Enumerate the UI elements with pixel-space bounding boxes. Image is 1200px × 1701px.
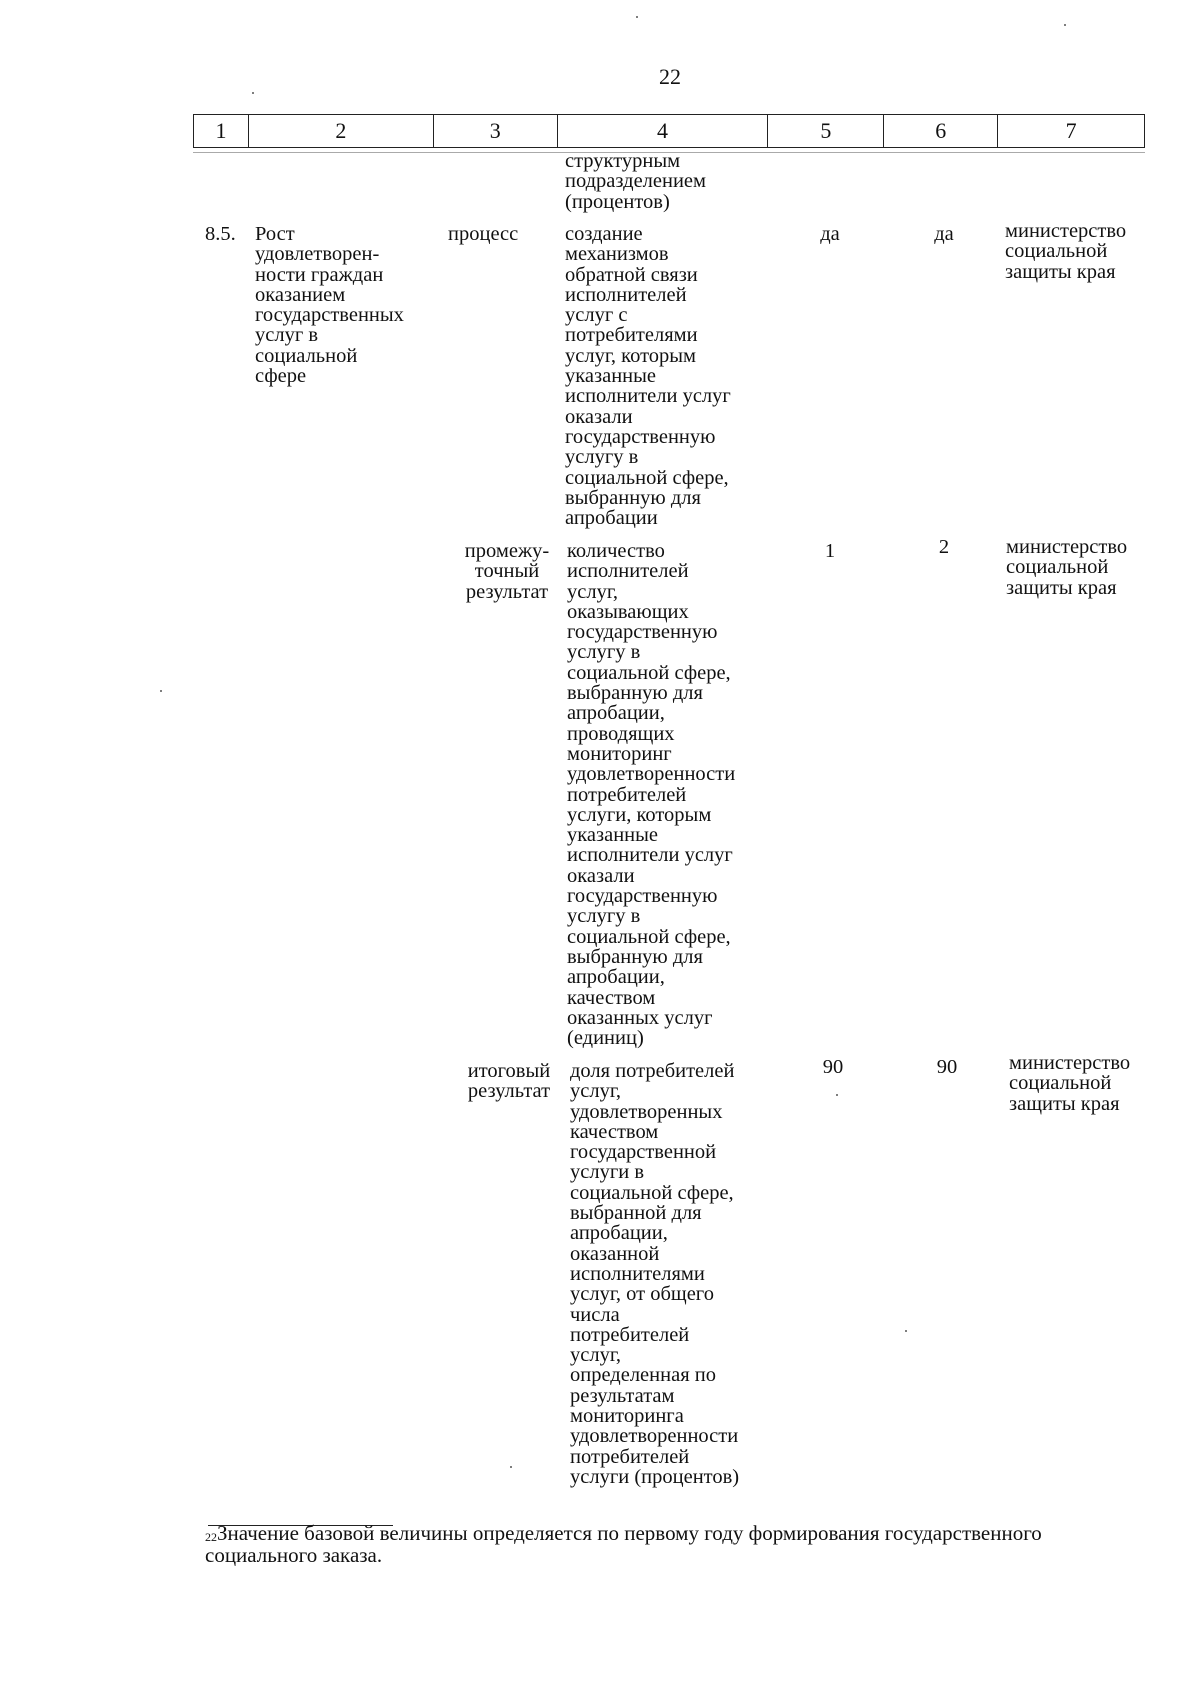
row-name: Рост удовлетворен- ности граждан оказанием государственных услуг в социальной сфере	[255, 223, 404, 388]
page-number: 22	[659, 64, 681, 89]
indicator-description: создание механизмов обратной связи исполнителей услуг с потребителями услуг, которым указанные исполнители услуг оказали государственную услугу в социальной сфере, выбранную для апробации	[565, 223, 731, 530]
indicator-type: промежу- точный результат	[464, 540, 550, 603]
footnote-text: Значение базовой величины определяется по первому году формирования государственного социального заказа.	[205, 1521, 1042, 1567]
scan-speck	[905, 1330, 907, 1332]
header-col-5: 5	[768, 115, 884, 147]
indicator-value-col5: 90	[822, 1056, 844, 1078]
scan-speck	[510, 1466, 512, 1468]
scan-speck	[160, 690, 162, 692]
indicator-value-col5: да	[820, 223, 840, 245]
scan-speck	[252, 92, 254, 94]
indicator-description: доля потребителей услуг, удовлетворенных качеством государственной услуги в социальной сфере, выбранной для апробации, оказанной исполнителями услуг, от общего числа потребителей услуг, определенная по результатам мониторинга удовлетворенности потребителей услуги (процентов)	[570, 1060, 740, 1488]
header-col-4: 4	[558, 115, 769, 147]
scan-speck	[1064, 24, 1066, 26]
indicator-type: итоговый результат	[467, 1060, 551, 1103]
header-col-6: 6	[884, 115, 998, 147]
scan-speck	[836, 1094, 838, 1096]
footnote-marker: 22	[205, 1530, 217, 1544]
indicator-value-col6: 2	[938, 536, 950, 558]
header-col-1: 1	[194, 115, 249, 147]
footnote	[205, 1522, 1165, 1566]
indicator-value-col5: 1	[824, 540, 836, 562]
header-col-2: 2	[249, 115, 434, 147]
indicator-responsible: министерство социальной защиты края	[1005, 220, 1127, 283]
table-header-row	[193, 114, 1145, 148]
indicator-type: процесс	[448, 223, 519, 245]
scan-speck	[636, 16, 638, 18]
indicator-value-col6: да	[934, 223, 954, 245]
header-col-7: 7	[1065, 118, 1077, 143]
continuation-text: структурным подразделением (процентов)	[565, 150, 707, 213]
header-col-3: 3	[434, 115, 558, 147]
indicator-responsible: министерство социальной защиты края	[1009, 1052, 1131, 1115]
row-number: 8.5.	[205, 223, 236, 245]
indicator-description: количество исполнителей услуг, оказывающих государственную услугу в социальной сфере, выбранную для апробации, проводящих мониторинг удовлетворенности потребителей услуги, которым указанные исполнители услуг оказали государственную услугу в социальной сфере, выбранную для апробации, качеством оказанных услуг (единиц)	[567, 540, 736, 1050]
indicator-value-col6: 90	[936, 1056, 958, 1078]
indicator-responsible: министерство социальной защиты края	[1006, 536, 1128, 599]
